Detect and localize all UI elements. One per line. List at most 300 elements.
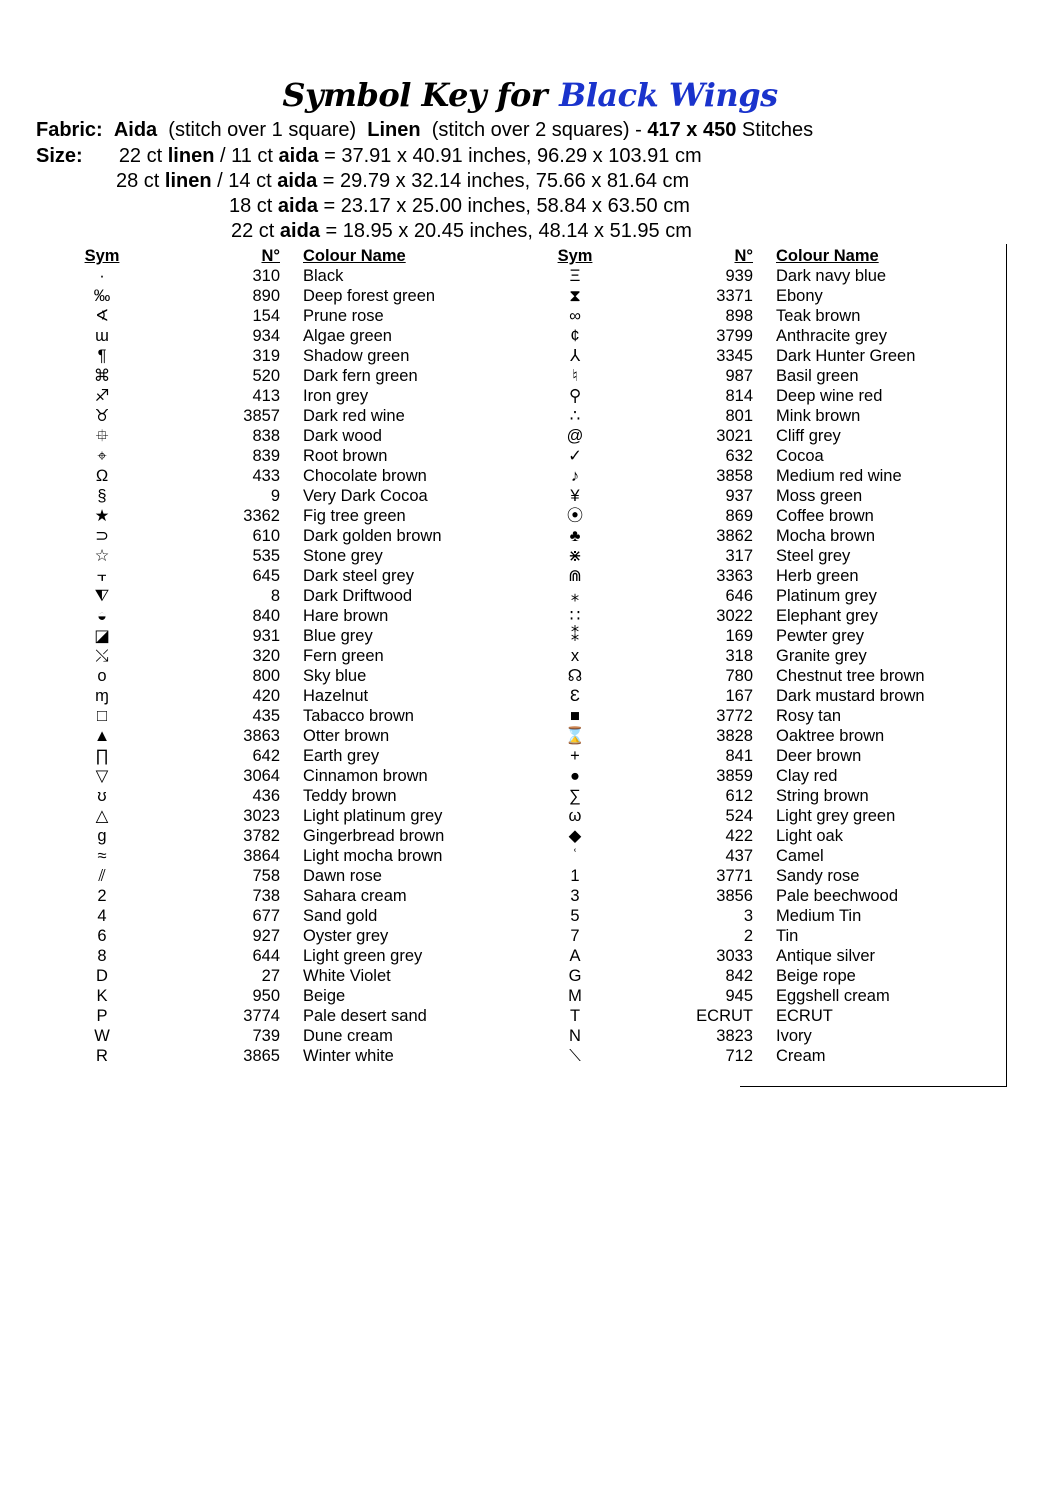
- thread-number-cell: 677: [252, 907, 280, 925]
- symbol-cell: ɱ: [95, 687, 109, 705]
- symbol-cell: ɯ: [95, 327, 109, 345]
- thread-number-cell: 3774: [243, 1007, 280, 1025]
- colour-name-cell: Dawn rose: [303, 867, 382, 885]
- thread-number-cell: 840: [252, 607, 280, 625]
- table-row: [80, 966, 444, 986]
- symbol-cell: ⦿: [566, 507, 584, 525]
- thread-number-cell: 842: [725, 967, 753, 985]
- colour-name-cell: Light oak: [776, 827, 843, 845]
- table-row: [80, 646, 444, 666]
- table-row: [553, 366, 925, 386]
- colour-name-cell: ECRUT: [776, 1007, 833, 1025]
- symbol-cell: +: [570, 747, 580, 765]
- table-row: [553, 646, 925, 666]
- colour-name-cell: Sahara cream: [303, 887, 407, 905]
- colour-name-cell: Dark fern green: [303, 367, 418, 385]
- symbol-cell: ∑: [569, 787, 581, 805]
- symbol-cell: Ɛ: [570, 687, 580, 705]
- symbol-cell: 7: [570, 927, 580, 945]
- colour-name-cell: Beige rope: [776, 967, 856, 985]
- colour-name-cell: Medium red wine: [776, 467, 902, 485]
- colour-name-cell: Otter brown: [303, 727, 390, 745]
- table-row: [553, 686, 925, 706]
- table-row: [553, 306, 925, 326]
- thread-number-cell: 2: [743, 927, 753, 945]
- symbol-cell: ⧨: [94, 587, 110, 605]
- table-row: [553, 626, 925, 646]
- colour-name-cell: Light platinum grey: [303, 807, 443, 825]
- size-line-1: [36, 145, 702, 168]
- symbol-cell: ⫽: [98, 867, 106, 885]
- thread-number-cell: 3064: [243, 767, 280, 785]
- thread-number-cell: 3857: [243, 407, 280, 425]
- colour-name-cell: Teak brown: [776, 307, 861, 325]
- size-line-2: [116, 170, 689, 193]
- colour-name-cell: Pale desert sand: [303, 1007, 427, 1025]
- symbol-cell: ■: [570, 707, 580, 725]
- colour-name-cell: Camel: [776, 847, 824, 865]
- colour-name-cell: Prune rose: [303, 307, 384, 325]
- table-row: [80, 626, 444, 646]
- symbol-cell: ♮: [572, 367, 578, 385]
- symbol-cell: ♣: [569, 527, 581, 545]
- table-row: [80, 546, 444, 566]
- thread-number-cell: 869: [725, 507, 753, 525]
- symbol-cell: ·: [99, 267, 105, 285]
- symbol-cell: N: [569, 1027, 581, 1045]
- colour-name-cell: Light green grey: [303, 947, 423, 965]
- thread-number-cell: 535: [252, 547, 280, 565]
- symbol-cell: §: [97, 487, 107, 505]
- thread-number-cell: 642: [252, 747, 280, 765]
- table-row: [80, 726, 444, 746]
- colour-name-cell: Hare brown: [303, 607, 389, 625]
- thread-number-cell: 3823: [716, 1027, 753, 1045]
- table-row: [80, 866, 444, 886]
- symbol-cell: ⧗: [569, 287, 581, 305]
- colour-name-cell: Cinnamon brown: [303, 767, 428, 785]
- symbol-cell: ♐: [94, 387, 110, 405]
- thread-number-cell: 3864: [243, 847, 280, 865]
- colour-name-cell: Dark Driftwood: [303, 587, 413, 605]
- symbol-cell: 8: [97, 947, 107, 965]
- colour-name-cell: Fern green: [303, 647, 384, 665]
- table-row: [553, 986, 925, 1006]
- size-count: / 11 ct: [219, 145, 273, 167]
- thread-number-cell: 739: [252, 1027, 280, 1045]
- symbol-cell: g: [97, 827, 107, 845]
- colour-name-cell: Platinum grey: [776, 587, 877, 605]
- colour-name-cell: Chestnut tree brown: [776, 667, 925, 685]
- symbol-cell: ω: [568, 807, 582, 825]
- thread-number-cell: 310: [252, 267, 280, 285]
- thread-number-cell: 436: [252, 787, 280, 805]
- thread-number-cell: 3782: [243, 827, 280, 845]
- thread-number-cell: 645: [252, 567, 280, 585]
- table-row: [553, 726, 925, 746]
- size-count: 28 ct: [116, 170, 160, 192]
- table-row: [80, 446, 444, 466]
- table-row: [80, 806, 444, 826]
- table-row: [80, 346, 444, 366]
- table-row: [553, 1046, 925, 1066]
- symbol-cell: D: [96, 967, 108, 985]
- table-row: [553, 706, 925, 726]
- colour-name-cell: Dark steel grey: [303, 567, 414, 585]
- thread-number-cell: 610: [252, 527, 280, 545]
- symbol-cell: 6: [97, 927, 107, 945]
- symbol-cell: ◆: [568, 827, 582, 845]
- stitches-word: Stitches: [741, 119, 814, 141]
- table-row: [80, 366, 444, 386]
- symbol-cell: ⊃: [95, 527, 109, 545]
- colour-name-cell: Basil green: [776, 367, 859, 385]
- thread-number-cell: 320: [252, 647, 280, 665]
- colour-name-cell: Earth grey: [303, 747, 380, 765]
- symbol-cell: ★: [94, 507, 110, 525]
- symbol-cell: ⫟: [97, 567, 107, 585]
- table-row: [553, 906, 925, 926]
- table-row: [553, 966, 925, 986]
- colour-name-cell: Steel grey: [776, 547, 851, 565]
- symbol-cell: ⁎: [570, 587, 580, 605]
- symbol-cell: ●: [570, 767, 580, 785]
- symbol-cell: ✓: [568, 447, 582, 465]
- table-row: [553, 926, 925, 946]
- table-row: [553, 1006, 925, 1026]
- right-border-line: [1006, 244, 1007, 1086]
- table-header-row: [553, 246, 925, 266]
- table-row: [80, 586, 444, 606]
- title-prefix: Symbol Key for: [282, 76, 548, 114]
- table-row: [553, 546, 925, 566]
- table-row: [80, 846, 444, 866]
- table-row: [80, 1046, 444, 1066]
- symbol-cell: G: [568, 967, 582, 985]
- colour-name-cell: Beige: [303, 987, 346, 1005]
- colour-name-cell: Elephant grey: [776, 607, 878, 625]
- symbol-cell: 5: [570, 907, 580, 925]
- table-row: [80, 766, 444, 786]
- colour-name-cell: Blue grey: [303, 627, 373, 645]
- symbol-cell: ⌘: [93, 367, 111, 385]
- symbol-cell: x: [570, 647, 580, 665]
- thread-number-cell: 800: [252, 667, 280, 685]
- colour-name-cell: Ivory: [776, 1027, 812, 1045]
- thread-number-cell: 890: [252, 287, 280, 305]
- header-num: N°: [734, 247, 753, 265]
- symbol-cell: ⌖: [97, 447, 107, 465]
- header-num: N°: [261, 247, 280, 265]
- thread-number-cell: 839: [252, 447, 280, 465]
- thread-number-cell: 3363: [716, 567, 753, 585]
- table-row: [80, 526, 444, 546]
- fabric-aida: Aida: [113, 119, 158, 141]
- colour-name-cell: White Violet: [303, 967, 391, 985]
- thread-number-cell: 3772: [716, 707, 753, 725]
- size-dimensions: = 18.95 x 20.45 inches, 48.14 x 51.95 cm: [325, 220, 692, 242]
- table-row: [80, 906, 444, 926]
- size-count: 22 ct: [118, 145, 163, 167]
- header-name: Colour Name: [776, 247, 879, 265]
- header-sym: Sym: [557, 247, 593, 265]
- colour-name-cell: Algae green: [303, 327, 392, 345]
- table-row: [553, 826, 925, 846]
- colour-name-cell: Dark Hunter Green: [776, 347, 916, 365]
- colour-name-cell: Deep wine red: [776, 387, 883, 405]
- table-row: [553, 866, 925, 886]
- symbol-cell: ♪: [570, 467, 580, 485]
- colour-name-cell: Deep forest green: [303, 287, 436, 305]
- thread-number-cell: 931: [252, 627, 280, 645]
- symbol-cell: ¥: [570, 487, 580, 505]
- thread-number-cell: 167: [725, 687, 753, 705]
- table-row: [553, 666, 925, 686]
- table-row: [553, 606, 925, 626]
- colour-name-cell: Gingerbread brown: [303, 827, 445, 845]
- colour-name-cell: Oyster grey: [303, 927, 389, 945]
- symbol-cell: ¶: [97, 347, 107, 365]
- colour-name-cell: Dark wood: [303, 427, 382, 445]
- table-row: [80, 1026, 444, 1046]
- colour-name-cell: Tin: [776, 927, 799, 945]
- pattern-name: Black Wings: [559, 76, 778, 114]
- thread-number-cell: 3828: [716, 727, 753, 745]
- colour-name-cell: Light grey green: [776, 807, 896, 825]
- colour-name-cell: Clay red: [776, 767, 838, 785]
- symbol-cell: 2: [97, 887, 107, 905]
- symbol-cell: ⤯: [95, 647, 109, 665]
- colour-name-cell: Deer brown: [776, 747, 862, 765]
- symbol-cell: ∞: [569, 307, 581, 325]
- colour-name-cell: Herb green: [776, 567, 859, 585]
- colour-name-cell: Coffee brown: [776, 507, 874, 525]
- symbol-cell: 3: [570, 887, 580, 905]
- colour-name-cell: Very Dark Cocoa: [303, 487, 428, 505]
- thread-number-cell: 413: [252, 387, 280, 405]
- header-name: Colour Name: [303, 247, 406, 265]
- thread-number-cell: 154: [252, 307, 280, 325]
- thread-number-cell: 738: [252, 887, 280, 905]
- colour-name-cell: Mink brown: [776, 407, 861, 425]
- colour-name-cell: Antique silver: [776, 947, 876, 965]
- size-fabric: linen: [167, 145, 215, 167]
- table-row: [80, 946, 444, 966]
- colour-name-cell: Chocolate brown: [303, 467, 427, 485]
- thread-number-cell: 8: [270, 587, 280, 605]
- thread-number-cell: 3345: [716, 347, 753, 365]
- thread-number-cell: 898: [725, 307, 753, 325]
- size-fabric: aida: [278, 145, 319, 167]
- table-row: [80, 886, 444, 906]
- symbol-cell: ♉: [94, 407, 110, 425]
- thread-number-cell: 945: [725, 987, 753, 1005]
- thread-number-cell: 3362: [243, 507, 280, 525]
- table-row: [553, 286, 925, 306]
- symbol-cell: ≈: [97, 847, 107, 865]
- symbol-cell: W: [94, 1027, 110, 1045]
- table-row: [553, 1026, 925, 1046]
- table-row: [80, 666, 444, 686]
- table-row: [553, 746, 925, 766]
- thread-number-cell: 433: [252, 467, 280, 485]
- thread-number-cell: 524: [725, 807, 753, 825]
- symbol-cell: T: [569, 1007, 581, 1025]
- table-row: [80, 986, 444, 1006]
- thread-number-cell: 3856: [716, 887, 753, 905]
- thread-number-cell: 3: [743, 907, 753, 925]
- table-row: [80, 426, 444, 446]
- symbol-cell: ⋒: [568, 567, 582, 585]
- page-title: [0, 76, 1060, 114]
- symbol-cell: ⁑: [570, 627, 580, 645]
- thread-number-cell: 939: [725, 267, 753, 285]
- table-row: [80, 386, 444, 406]
- colour-name-cell: Teddy brown: [303, 787, 397, 805]
- symbol-cell: ◒: [97, 607, 107, 625]
- size-dimensions: = 29.79 x 32.14 inches, 75.66 x 81.64 cm: [322, 170, 690, 192]
- table-row: [553, 326, 925, 346]
- thread-number-cell: 3771: [716, 867, 753, 885]
- symbol-cell: ∏: [95, 747, 109, 765]
- symbol-cell: P: [96, 1007, 108, 1025]
- table-row: [80, 926, 444, 946]
- colour-name-cell: Sand gold: [303, 907, 378, 925]
- colour-name-cell: Sky blue: [303, 667, 367, 685]
- size-fabric: aida: [279, 220, 320, 242]
- symbol-cell: M: [568, 987, 582, 1005]
- table-row: [553, 346, 925, 366]
- colour-name-cell: Oaktree brown: [776, 727, 885, 745]
- thread-number-cell: 927: [252, 927, 280, 945]
- table-row: [80, 506, 444, 526]
- colour-name-cell: Hazelnut: [303, 687, 369, 705]
- colour-name-cell: Iron grey: [303, 387, 369, 405]
- thread-number-cell: 319: [252, 347, 280, 365]
- colour-name-cell: Shadow green: [303, 347, 410, 365]
- symbol-cell: K: [96, 987, 108, 1005]
- colour-name-cell: Anthracite grey: [776, 327, 887, 345]
- thread-number-cell: 435: [252, 707, 280, 725]
- size-label: Size:: [36, 145, 83, 167]
- table-row: [80, 286, 444, 306]
- table-row: [553, 266, 925, 286]
- symbol-cell: 1: [570, 867, 580, 885]
- table-row: [80, 466, 444, 486]
- colour-name-cell: Cocoa: [776, 447, 824, 465]
- thread-number-cell: 437: [725, 847, 753, 865]
- table-row: [553, 486, 925, 506]
- symbol-cell: △: [95, 807, 109, 825]
- symbol-cell: ◪: [94, 627, 110, 645]
- thread-number-cell: 3023: [243, 807, 280, 825]
- table-row: [553, 766, 925, 786]
- table-row: [80, 266, 444, 286]
- table-row: [80, 786, 444, 806]
- table-row: [553, 506, 925, 526]
- thread-number-cell: ECRUT: [696, 1007, 753, 1025]
- table-header-row: [80, 246, 444, 266]
- table-row: [553, 946, 925, 966]
- thread-number-cell: 422: [725, 827, 753, 845]
- thread-number-cell: 9: [270, 487, 280, 505]
- table-row: [80, 686, 444, 706]
- table-row: [80, 606, 444, 626]
- thread-number-cell: 814: [725, 387, 753, 405]
- table-row: [553, 406, 925, 426]
- symbol-cell: ¢: [570, 327, 580, 345]
- symbol-cell: ‰: [93, 287, 111, 305]
- colour-name-cell: Rosy tan: [776, 707, 842, 725]
- symbol-cell: ⚲: [568, 387, 582, 405]
- thread-number-cell: 3865: [243, 1047, 280, 1065]
- colour-name-cell: Cream: [776, 1047, 826, 1065]
- fabric-aida-note: (stitch over 1 square): [168, 119, 357, 141]
- thread-number-cell: 3799: [716, 327, 753, 345]
- symbol-cell: 4: [97, 907, 107, 925]
- table-row: [553, 466, 925, 486]
- table-row: [80, 706, 444, 726]
- symbol-cell: ⟍: [569, 1047, 581, 1065]
- size-fabric: aida: [277, 170, 318, 192]
- thread-number-cell: 712: [725, 1047, 753, 1065]
- table-row: [553, 566, 925, 586]
- size-dimensions: = 37.91 x 40.91 inches, 96.29 x 103.91 cm: [324, 145, 702, 167]
- table-row: [80, 326, 444, 346]
- symbol-cell: ▽: [95, 767, 109, 785]
- symbol-cell: Ω: [95, 467, 109, 485]
- size-line-3: [229, 195, 690, 218]
- thread-number-cell: 3862: [716, 527, 753, 545]
- colour-name-cell: Ebony: [776, 287, 823, 305]
- table-row: [80, 1006, 444, 1026]
- fabric-linen-note: (stitch over 2 squares) -: [431, 119, 642, 141]
- fabric-line: [36, 119, 813, 142]
- thread-number-cell: 317: [725, 547, 753, 565]
- symbol-cell: ∢: [95, 307, 109, 325]
- thread-number-cell: 318: [725, 647, 753, 665]
- table-row: [553, 426, 925, 446]
- thread-number-cell: 169: [725, 627, 753, 645]
- size-count: 22 ct: [231, 220, 275, 242]
- symbol-cell: ⯐: [95, 427, 109, 445]
- thread-number-cell: 612: [725, 787, 753, 805]
- thread-number-cell: 937: [725, 487, 753, 505]
- colour-name-cell: Fig tree green: [303, 507, 406, 525]
- table-row: [553, 386, 925, 406]
- colour-name-cell: Pewter grey: [776, 627, 865, 645]
- table-row: [80, 746, 444, 766]
- symbol-table-left: [80, 246, 444, 1066]
- table-row: [80, 826, 444, 846]
- colour-name-cell: Eggshell cream: [776, 987, 890, 1005]
- symbol-cell: Ξ: [569, 267, 581, 285]
- header-sym: Sym: [84, 247, 120, 265]
- thread-number-cell: 632: [725, 447, 753, 465]
- thread-number-cell: 27: [261, 967, 280, 985]
- table-row: [80, 306, 444, 326]
- thread-number-cell: 420: [252, 687, 280, 705]
- table-row: [553, 846, 925, 866]
- colour-name-cell: Black: [303, 267, 344, 285]
- thread-number-cell: 950: [252, 987, 280, 1005]
- colour-name-cell: Sandy rose: [776, 867, 860, 885]
- fabric-linen: Linen: [367, 119, 421, 141]
- table-row: [80, 566, 444, 586]
- symbol-cell: □: [97, 707, 107, 725]
- table-row: [553, 586, 925, 606]
- table-row: [553, 446, 925, 466]
